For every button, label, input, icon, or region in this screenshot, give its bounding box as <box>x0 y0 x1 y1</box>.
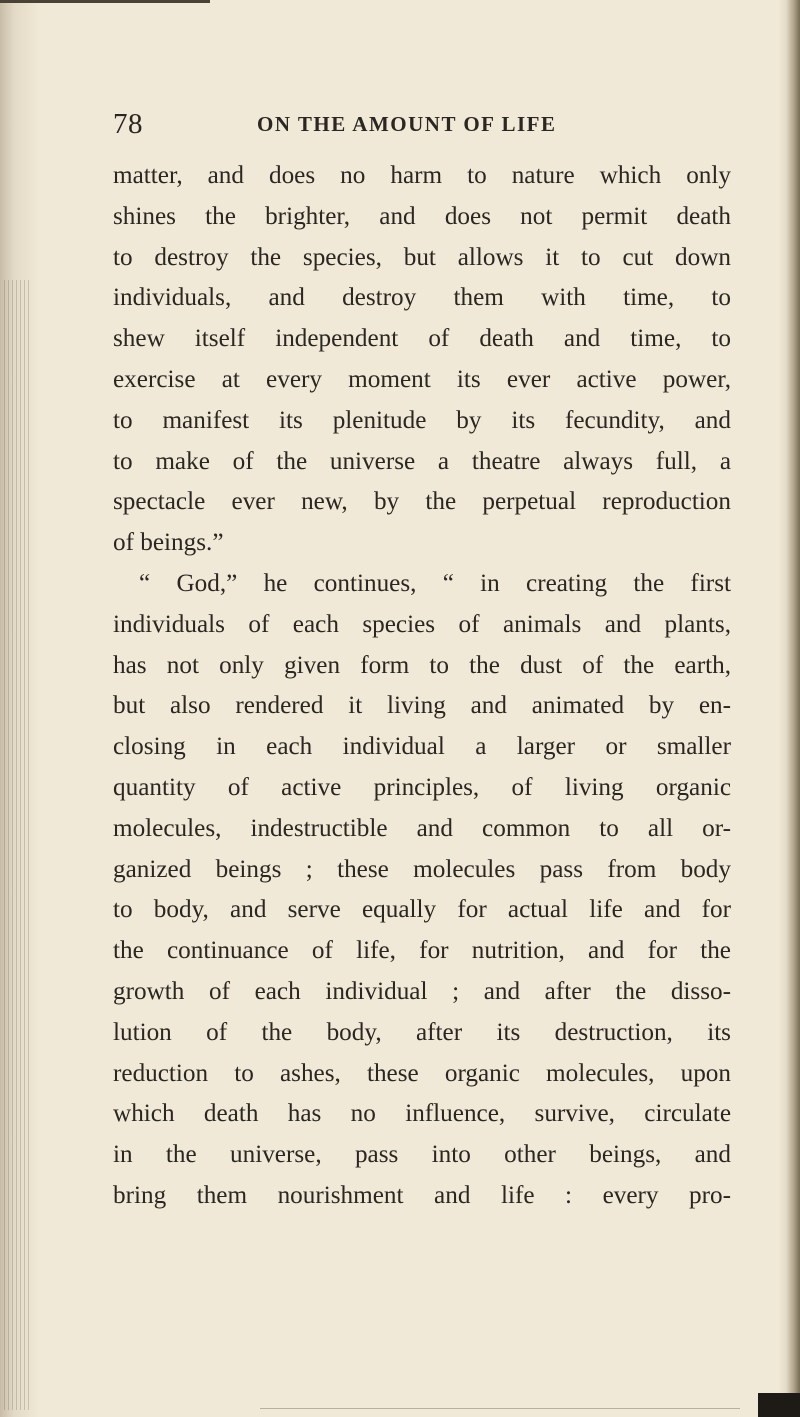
text-line: lution of the body, after its destruction, its <box>113 1018 731 1046</box>
body-text <box>113 156 731 1217</box>
text-line: individuals, and destroy them with time, to <box>113 284 731 312</box>
text-line: exercise at every moment its ever active power, <box>113 365 731 393</box>
text-line: to manifest its plenitude by its fecundity, and <box>113 406 731 434</box>
running-head <box>113 104 733 144</box>
text-line: spectacle ever new, by the perpetual reproduction <box>113 488 731 516</box>
top-rule <box>0 0 210 3</box>
text-line: in the universe, pass into other beings, and <box>113 1141 731 1169</box>
bottom-rule <box>260 1408 740 1409</box>
text-line: growth of each individual ; and after the disso- <box>113 977 731 1005</box>
text-line: shines the brighter, and does not permit death <box>113 202 731 230</box>
text-line: to destroy the species, but allows it to cut down <box>113 243 731 271</box>
text-line: has not only given form to the dust of the earth, <box>113 651 731 679</box>
text-line: molecules, indestructible and common to all or- <box>113 814 731 842</box>
text-line: individuals of each species of animals and plants, <box>113 610 731 638</box>
text-line: to make of the universe a theatre always full, a <box>113 447 731 475</box>
running-title: ON THE AMOUNT OF LIFE <box>257 112 557 136</box>
text-line: matter, and does no harm to nature which only <box>113 162 731 189</box>
text-line: shew itself independent of death and time, to <box>113 325 731 353</box>
text-line: ganized beings ; these molecules pass from body <box>113 855 731 883</box>
text-line: to body, and serve equally for actual life and for <box>113 896 731 924</box>
text-line: closing in each individual a larger or smaller <box>113 733 731 761</box>
text-line: quantity of active principles, of living organic <box>113 773 731 801</box>
text-line: “ God,” he continues, “ in creating the first <box>139 569 731 597</box>
text-line: but also rendered it living and animated by en- <box>113 692 731 720</box>
text-line: which death has no influence, survive, circulate <box>113 1100 731 1128</box>
text-line: of beings.” <box>113 529 224 557</box>
text-line: the continuance of life, for nutrition, and for the <box>113 937 731 965</box>
page-number: 78 <box>113 108 143 140</box>
page-edge <box>786 0 800 1417</box>
text-line: reduction to ashes, these organic molecules, upon <box>113 1059 731 1087</box>
text-line: bring them nourishment and life : every pro- <box>113 1181 731 1209</box>
corner-mark <box>758 1393 800 1417</box>
spine-shadow <box>4 280 32 1410</box>
